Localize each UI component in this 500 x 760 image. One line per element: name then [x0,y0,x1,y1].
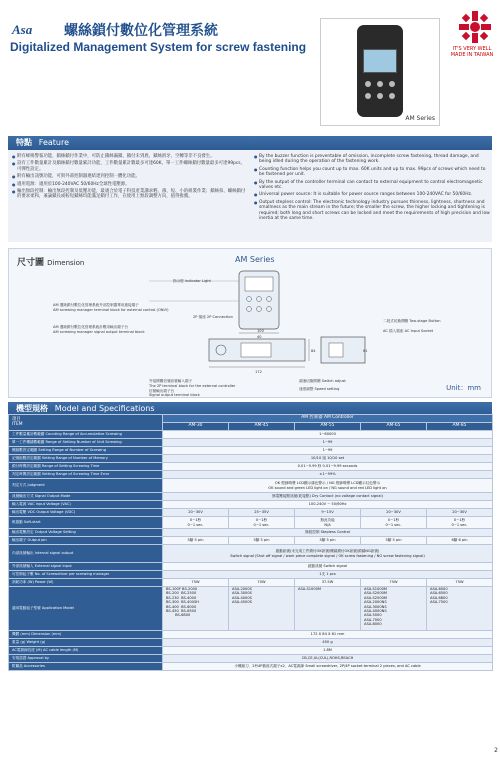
dimension-unit: Unit：mm [446,384,481,392]
device-button [365,81,371,87]
spec-row-label: 適用電動起子型號 Application Model [9,587,163,631]
spec-row-label: 附屬品 Accessories [9,663,163,671]
dimension-panel [8,248,492,398]
dim-label: AM 選錶鎖付數位化管理系統計數用輸出端子台 [53,325,128,329]
feature-item: ● 設有工件數量累計及鎖絲鎖付數量累計功能，工件數量累計數最多可達60K，單一工件螺絲鎖付數量最多可達99pcs，可彈性設定。 [12,161,248,172]
dim-value: 100 [257,329,264,333]
spec-model-header: AM-45 [229,423,295,431]
spec-cell: ASA-6000 ASA-6500 ASA-6800 ASA-7500 [427,587,493,631]
dim-value: 61 [363,349,368,353]
front-view-screen [245,277,273,291]
spec-heading-cn: 機型規格 [16,404,48,413]
page-number: 2 [494,747,498,754]
spec-row-label: 螺絲數設定範圍 Setting Range of Number of Screwing [9,447,163,455]
feature-item: ● By the output of the controller terminal can contact to external equipment to control electromagnetic valves etc. [254,180,490,191]
dim-label: 二段式切換開關 Two-stage Button [383,319,441,323]
device-button [365,93,371,99]
page-title-cn: 螺絲鎖付數位化管理系統 [64,23,218,39]
spec-cell: 無此功能 N/A [295,517,361,529]
spec-row-label: 軟啟動 Soft-start [9,517,163,529]
spec-row-label: 鎖付時間設定範圍 Range of Setting Screwing Time [9,463,163,471]
spec-cell: 75W [361,579,427,587]
dimension-heading-cn: 尺寸圖 [17,258,45,268]
spec-cell: 37.5W [295,579,361,587]
dim-label: The 2P terminal block for the external controller [149,384,236,388]
spec-cell: 5腳 5 pin [361,537,427,545]
dim-label: 調速切換開關 Switch adjust [299,379,346,383]
spec-cell: 0~1秒 0~1 sec. [163,517,229,529]
dimension-series: AM Series [235,255,275,264]
dim-label: 外接開關信號訊號輸入端子 [149,379,193,383]
spec-row-value: 100-240V ~ 50/60Hz [163,501,493,509]
dim-label: AM screwing manager signal output terminal block [53,330,145,334]
am-series-badge: AM Series [405,115,435,122]
spec-row-label: 記憶組數設定範圍 Setting Range of Number of Memory [9,455,163,463]
made-in-taiwan-logo-icon [458,10,492,44]
dim-label: 信號輸出端子台 [149,389,175,393]
spec-row-label: 訊號輸出方式 Signal Output Mode [9,493,163,501]
controller-device-image [357,25,403,117]
dim-value: 84 [311,349,316,353]
spec-cell: ASA-S1000M [295,587,361,631]
feature-heading-en: Feature [38,138,70,147]
device-screen [363,49,397,73]
spec-row-value: 無段控制 Stepless Control [163,529,493,537]
spec-row-label: 判定方式 Judgment [9,479,163,493]
spec-cell: 5腳 5 pin [163,537,229,545]
spec-cell: 9~15V [295,509,361,517]
feature-item: ● 附有輸出訊號功能，可與外部控制器連結達到控制一體化功能。 [12,174,248,179]
dim-label: AM screwing manager terminal block for external control (ONLY) [53,308,169,312]
spec-cell: 0~1秒 0~1 sec. [361,517,427,529]
dim-value: 40 [257,335,262,339]
spec-cell: 75W [163,579,229,587]
dim-label: AM 選錶鎖付數位化管理系統外部控制器專用連接端子 [53,303,139,307]
spec-table [8,414,493,671]
spec-row-label: 判定時間設定範圍 Setting Range of Screwing Time Error [9,471,163,479]
feature-list-cn [12,154,248,202]
spec-model-header: AM-85 [427,423,493,431]
spec-cell: 20~30V [361,509,427,517]
spec-row-label: 輸出端子 Output pin [9,537,163,545]
spec-row-value: 1支 1 pcs [163,571,493,579]
dim-label: 指示燈 Indicator Light [173,279,211,283]
spec-row-value: 450 g [163,639,493,647]
spec-cell: BS-100F BS-2000 BS-200 BS-2500 BS-230 BS-4000 BS-300 BS-4000H BS-400 BS-6000 BS-450 BS-6500 BS-6800 [163,587,229,631]
made-in-taiwan-text: IT'S VERY WELL MADE IN TAIWAN [450,46,494,58]
dim-label: Signal output terminal block [149,393,200,397]
spec-row-value: 0.01~9.99 秒 0.01~9.99 seconds [163,463,493,471]
dimension-heading [17,255,84,268]
spec-model-header: AM-65 [361,423,427,431]
spec-model-header: AM-55 [295,423,361,431]
feature-list-en [254,154,490,223]
spec-cell: 5腳 5 pin [229,537,295,545]
dim-label: AC 插入插座 AC Input Socket [383,329,434,333]
spec-row-label: 內部訊號輸出 Internal signal output [9,545,163,563]
feature-item: ● Counting function helps you count up to max. 60K units and up to max. 99pcs of screws which need to be fastened per unit. [254,167,490,178]
dimension-heading-en: Dimension [47,259,85,267]
spec-row-label: 輸入電源 VAC Input Voltage (VAC) [9,501,163,509]
feature-item: ● Output stepless control: The electronic technology industry pursues thinness, lightness, shortness and smallness as the main stream in the future; the smaller the screw, the higher locking and tightening is required; both long and short screws can be locked and meet the requirements of high precision and low inertia at the same time. [254,200,490,222]
spec-row-value: 啟動訊號(未完成工件鎖付OK訊號/螺絲鎖付OK訊號/鎖絲NG訊號) Switch signal (Shut off signal / work piece complete signal / OK screw fastening / NG screw fastening signal) [163,545,493,563]
spec-row-label: 安規認證 Approval by [9,655,163,663]
spec-row-value: 啟動訊號 Switch signal [163,563,493,571]
device-button [389,93,395,99]
spec-cell: 6腳 6 pin [427,537,493,545]
spec-row-label: 外部訊號輸入 External signal input [9,563,163,571]
dim-value: 172 [255,370,262,374]
spec-row-label: 重量 (g) Weight (g) [9,639,163,647]
spec-heading-en: Model and Specifications [54,404,155,413]
feature-item: ● Universal power source: It is suitable for power source ranges between 100-240VAC for 50/60Hz. [254,192,490,197]
feature-item: ● 附有蜂鳴警報功能，鎖絲鎖付作業中，可防止鎖絲漏鎖、鎖付未到底、鎖絲滑牙、空轉等非不良發生。 [12,154,248,159]
spec-row-value: 1~60000 [163,431,493,439]
device-button [377,93,383,99]
spec-row-value: 1~99 [163,447,493,455]
spec-row-label: 可控制起子數 No. of Screwdriver per screwing manager [9,571,163,579]
spec-row-value: ±1~99% [163,471,493,479]
spec-cell: 20~30V [163,509,229,517]
spec-cell: 5腳 5 pin [295,537,361,545]
spec-row-label: 機體 (mm) Dimension (mm) [9,631,163,639]
spec-row-label: AC電源線長度 (M) AC cable length (M) [9,647,163,655]
side-view-panel [241,343,271,357]
spec-cell: 70W [229,579,295,587]
spec-row-label: 消耗功率 (W) Power (W) [9,579,163,587]
spec-cell: 20~30V [427,509,493,517]
spec-item-header: 項目 ITEM [9,415,163,431]
spec-row-value: 小螺絲刀、2P/4P插座式端子x2、AC電源線 Small screwdriver, 2P/4P socket terminal 2 pieces, and AC cable [163,663,493,671]
spec-row-value: 172 X 84 X 61 mm [163,631,493,639]
brand-logo: Asa [12,22,33,37]
feature-item: ● 適用電源：適用於100-240VAC 50/60Hz全球性電壓源。 [12,182,248,187]
spec-row-label: 工件數量累計數範圍 Counting Range of Accumulative Screwing [9,431,163,439]
feature-item: ● By the buzzer function is preventable of omission, incomplete screw fastening, thread damage, and being idled during the operation of the fastening work. [254,154,490,165]
feature-panel [8,150,492,242]
spec-cell: ASA-S1000M ASA-S2000M ASA-S2500M ASA-2000NS ASA-3000NS ASA-4000NS ASA-5000 ASA-7000 ASA-8000 [361,587,427,631]
spec-cell: ASA-2000S ASA-3000S ASA-4000S ASA-4500S [229,587,295,631]
spec-row-value: 1~99 [163,439,493,447]
spec-cell: 25~35V [229,509,295,517]
spec-row-label: 輸出電壓 VDC Output Voltage (VDC) [9,509,163,517]
spec-cell: 0~1秒 0~1 sec. [427,517,493,529]
spec-row-value: 1.8M [163,647,493,655]
feature-heading-cn: 特點 [16,138,32,147]
spec-cell: 0~1秒 0~1 sec. [229,517,295,529]
spec-row-value: 10/10 組 10/10 set [163,455,493,463]
spec-row-value: CB,CE,UL(CUL),ROHS,REACH [163,655,493,663]
spec-row-value: 無電壓接點訊號(乾接點) Dry Contact (no voltage contact signal) [163,493,493,501]
spec-row-label: 輸出電壓設定 Output Voltage Setting [9,529,163,537]
spec-row-label: 單一工件螺絲數範圍 Range of Setting Number of Unit Screwing [9,439,163,447]
feature-section-bar [8,136,492,150]
dim-label: 2P 插座 2P Connection [193,315,233,319]
device-button [377,81,383,87]
feature-item: ● 輸出無段控制：輸出無段控制及低壓功能，最適合於電子科技產業講求輕、薄、短、小的組裝作業；鎖絲扣、螺絲鎖付的要求柔和，兼論鎖長或較短鎖絲均能滿足鎖付工作，在使用上無段調整方向，值得推薦。 [12,189,248,200]
device-button [389,81,395,87]
spec-model-header: AM-30 [163,423,229,431]
product-photo [320,18,440,126]
spec-cell: 75W [427,579,493,587]
spec-controller-title: AM 控制器 AM Controller [163,415,493,423]
rear-view-ac-socket [329,343,343,357]
page-title-en: Digitalized Management System for screw fastening [10,40,307,54]
dim-label: 速度調整 Speed setting [299,387,340,391]
spec-row-value: OK 燈蜂鳴聲 LCD顯示綠色警示 / NG 燈蜂鳴聲 LCD顯示紅色警示 OK sound and green LED light on / NG sound and red LED light on [163,479,493,493]
